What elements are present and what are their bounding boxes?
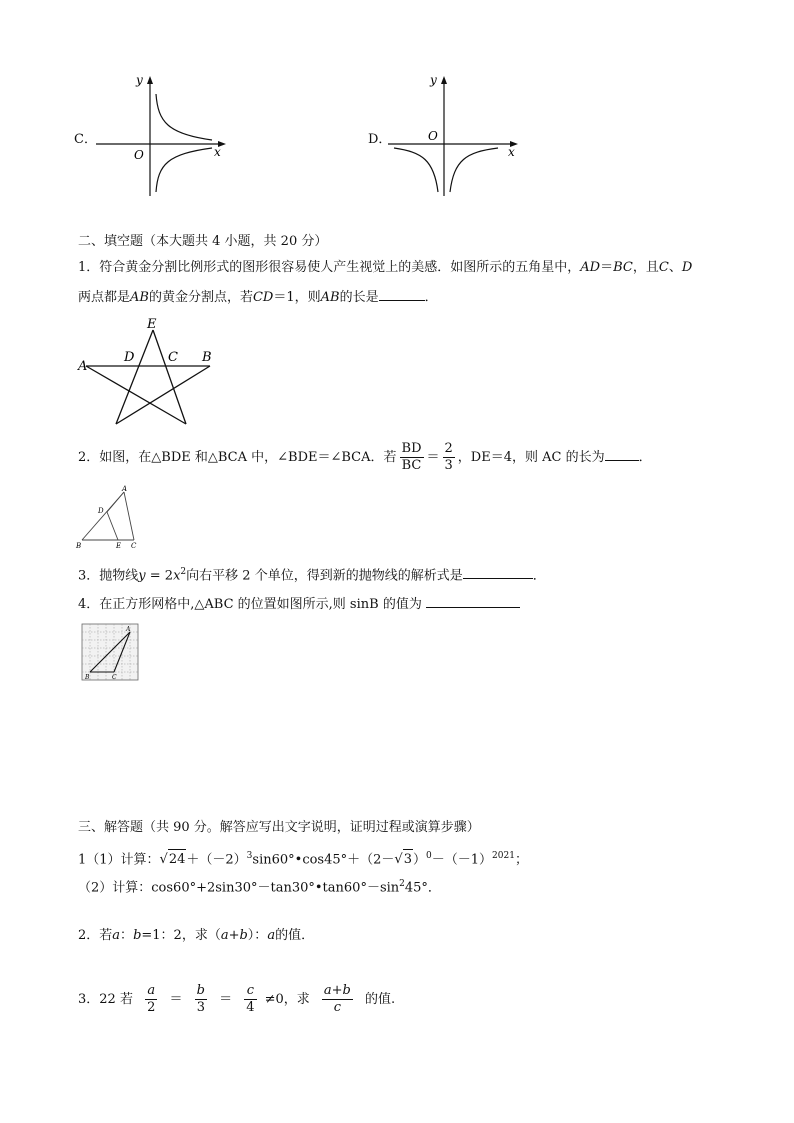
tri-label-d: D	[98, 507, 104, 515]
sqrt-24: √24	[160, 849, 187, 870]
q1-var: BC	[613, 260, 633, 275]
radicand: 3	[403, 849, 413, 870]
option-d	[368, 70, 528, 200]
s3-q3-text: ＝	[219, 992, 233, 1007]
option-c	[74, 70, 234, 200]
s3-q1a-text: ；	[514, 852, 528, 868]
q1-var: AD	[580, 260, 601, 275]
sqrt-3: √3	[394, 849, 413, 870]
q1-var: AB	[130, 290, 149, 305]
grid-label-a: A	[126, 626, 131, 633]
q2-text: ＝	[426, 450, 440, 465]
q3-line	[78, 562, 546, 586]
option-c-x-label: x	[214, 145, 221, 159]
q1-text: 1．符合黄金分割比例形式的图形很容易使人产生视觉上的美感．如图所示的五角星中，	[78, 260, 581, 275]
triangle-figure	[74, 484, 146, 552]
q3-text: ．	[532, 568, 546, 584]
q1-text: ＝	[600, 260, 614, 275]
frac-den: 3	[196, 1000, 205, 1015]
star-label-a: A	[78, 359, 88, 374]
s3-q2-text: =1：2，求（	[141, 928, 221, 943]
option-d-graph	[388, 70, 528, 200]
frac-num: b	[196, 983, 205, 998]
q2-fraction-2-3	[443, 441, 455, 474]
s3-q3-text: ＝	[169, 992, 183, 1007]
q3-text: 3．抛物线	[78, 568, 139, 584]
q1-line1	[78, 258, 692, 278]
s3-q2-text: 2．若	[78, 928, 113, 943]
exponent: 0	[426, 851, 432, 861]
s3-q2-text: ）：	[247, 928, 268, 943]
star-label-d: D	[124, 350, 135, 365]
s3-q1b-line	[78, 874, 441, 898]
q1-var: CD	[252, 290, 274, 305]
frac-a-2	[145, 983, 157, 1016]
s3-q2-text: 的值．	[275, 928, 315, 943]
q3-var: x	[173, 568, 181, 584]
s3-q2-line	[78, 926, 314, 946]
q1-text: ＝1，则	[273, 290, 321, 305]
star-label-e: E	[147, 317, 157, 332]
exponent: 2021	[492, 851, 515, 861]
section3-heading: 三、解答题（共 90 分。解答应写出文字说明，证明过程或演算步骤）	[78, 820, 480, 835]
tri-label-c: C	[131, 542, 137, 550]
q2-frac-num: BD	[401, 441, 422, 456]
q2-answer-blank[interactable]	[605, 446, 639, 461]
q3-text: 向右平移 2 个单位，得到新的抛物线的解析式是	[186, 568, 463, 584]
s3-q2-var: a	[112, 928, 121, 943]
s3-q2-var: a+b	[220, 928, 248, 943]
tri-label-e: E	[116, 542, 122, 550]
radicand: 24	[168, 849, 187, 870]
s3-q1b-text: 45°．	[404, 880, 441, 896]
q1-answer-blank[interactable]	[379, 286, 425, 301]
s3-q2-var: b	[133, 928, 142, 943]
option-d-origin: O	[428, 129, 438, 143]
s3-q3-line	[78, 976, 395, 1024]
q1-text: 的长是	[339, 290, 379, 305]
s3-q1a-line	[78, 846, 528, 870]
q2-line	[78, 438, 652, 478]
tri-label-a: A	[122, 485, 128, 493]
star-label-b: B	[202, 350, 212, 365]
q4-line	[78, 593, 520, 615]
frac-b-3	[195, 983, 207, 1016]
q2-fraction-bd-bc	[400, 441, 424, 474]
q1-line2	[78, 286, 438, 308]
q1-var: C	[658, 260, 669, 275]
q4-answer-blank[interactable]	[426, 593, 520, 608]
q2-text: ，DE＝4，则 AC 的长为	[457, 450, 605, 465]
q1-text: ，且	[632, 260, 659, 275]
option-c-origin: O	[134, 148, 144, 162]
q1-var: AB	[320, 290, 340, 305]
s3-q3-text: 3．22 若	[78, 992, 133, 1007]
frac-apb-c	[322, 983, 353, 1016]
q2-frac-den: BC	[401, 458, 422, 473]
tri-label-b: B	[76, 542, 82, 550]
grid-label-b: B	[85, 674, 90, 681]
s3-q1a-text: sin60°•cos45°＋（2－	[252, 852, 395, 868]
option-c-label: C．	[74, 132, 97, 147]
q1-var: D	[681, 260, 693, 275]
q3-var: y	[138, 568, 146, 584]
s3-q1a-text: ＋（－2）	[186, 852, 247, 868]
q1-text: 的黄金分割点，若	[148, 290, 253, 305]
exponent: 2	[399, 879, 405, 889]
star-figure	[76, 314, 216, 430]
option-d-label: D．	[368, 132, 392, 147]
section2-heading: 二、填空题（本大题共 4 小题，共 20 分）	[78, 234, 328, 249]
s3-q1a-text: ）	[413, 852, 427, 868]
s3-q2-var: a	[267, 928, 276, 943]
frac-c-4	[244, 983, 256, 1016]
option-d-x-label: x	[508, 145, 515, 159]
frac-den: 4	[246, 1000, 255, 1015]
frac-num: a	[145, 983, 157, 1000]
s3-q1b-text: （2）计算：cos60°+2sin30°－tan30°•tan60°－sin	[78, 880, 400, 896]
q2-frac-den: 3	[444, 458, 453, 473]
grid-label-c: C	[112, 674, 117, 681]
q2-text: 2．如图，在△BDE 和△BCA 中，∠BDE＝∠BCA．若	[78, 450, 397, 465]
s3-q1a-text: 1（1）计算：	[78, 852, 160, 868]
q3-exponent: 2	[180, 567, 187, 577]
option-d-y-label: y	[430, 73, 437, 87]
frac-num: c	[244, 983, 256, 1000]
q1-text: ．	[424, 290, 438, 305]
frac-num: a+b	[323, 983, 351, 998]
q1-text: 、	[668, 260, 682, 275]
exponent: 3	[246, 851, 253, 861]
q2-frac-num: 2	[444, 441, 453, 456]
q3-text: = 2	[145, 568, 174, 584]
option-c-graph	[96, 70, 234, 200]
q1-text: 两点都是	[78, 290, 131, 305]
s3-q3-text: 的值.	[365, 992, 396, 1007]
s3-q1a-text: －（－1）	[431, 852, 493, 868]
q3-answer-blank[interactable]	[463, 564, 533, 579]
frac-den: 2	[147, 1000, 156, 1015]
frac-den: c	[333, 1000, 342, 1015]
grid-figure	[80, 622, 140, 684]
q2-text: ．	[638, 450, 652, 465]
option-c-y-label: y	[136, 73, 143, 87]
s3-q2-text: ：	[120, 928, 134, 943]
star-label-c: C	[168, 350, 178, 365]
s3-q3-text: ≠0，求	[264, 992, 310, 1007]
q4-text: 4．在正方形网格中,△ABC 的位置如图所示,则 sinB 的值为	[78, 597, 422, 612]
